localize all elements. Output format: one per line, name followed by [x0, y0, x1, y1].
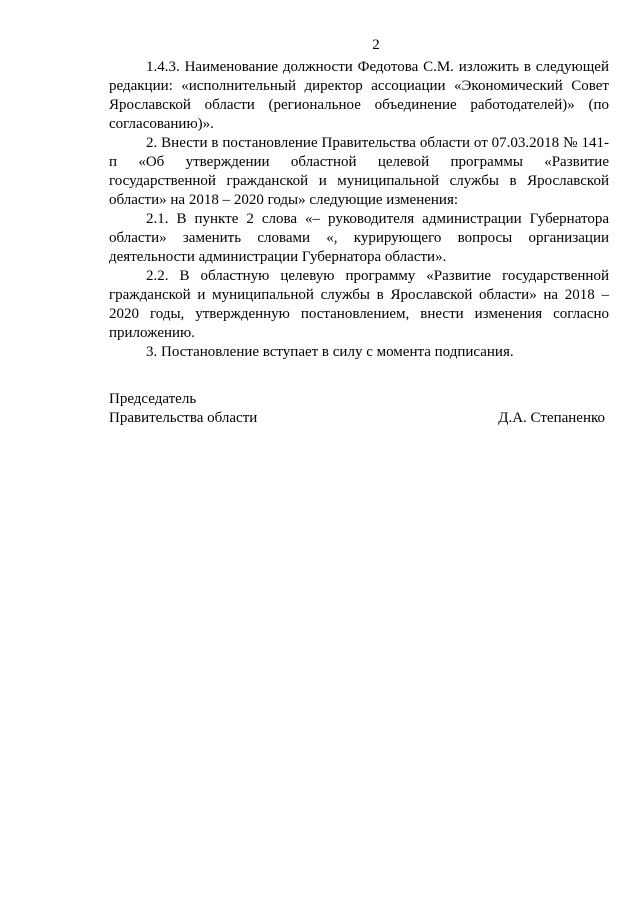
paragraph-2-1: 2.1. В пункте 2 слова «– руководителя администрации Губернатора области» заменить словами «, курирующего вопросы организации деятельности администрации Губернатора области». [109, 211, 609, 265]
signature-title-line1: Председатель [109, 391, 197, 407]
signature-title-line2: Правительства области [109, 410, 258, 426]
signature-row [109, 409, 605, 428]
page-number: 2 [372, 37, 380, 53]
paragraph-2-2: 2.2. В областную целевую программу «Развитие государственной гражданской и муниципальной службы в Ярославской области» на 2018 – 2020 годы, утвержденную постановлением, внести изменения согласно приложению. [109, 268, 609, 341]
paragraph-2: 2. Внести в постановление Правительства области от 07.03.2018 № 141-п «Об утверждении областной целевой программы «Развитие государственной гражданской и муниципальной службы в Ярославской области» на 2018 – 2020 годы» следующие изменения: [109, 135, 609, 208]
paragraph-3: 3. Постановление вступает в силу с момента подписания. [146, 344, 514, 360]
paragraph-1-4-3: 1.4.3. Наименование должности Федотова С.М. изложить в следующей редакции: «исполнительный директор ассоциации «Экономический Совет Ярославской области (региональное объединение работодателей)» (по согласованию)». [109, 59, 609, 132]
signature-block [109, 390, 605, 428]
signatory-name: Д.А. Степаненко [498, 410, 605, 426]
document-body [109, 58, 609, 362]
